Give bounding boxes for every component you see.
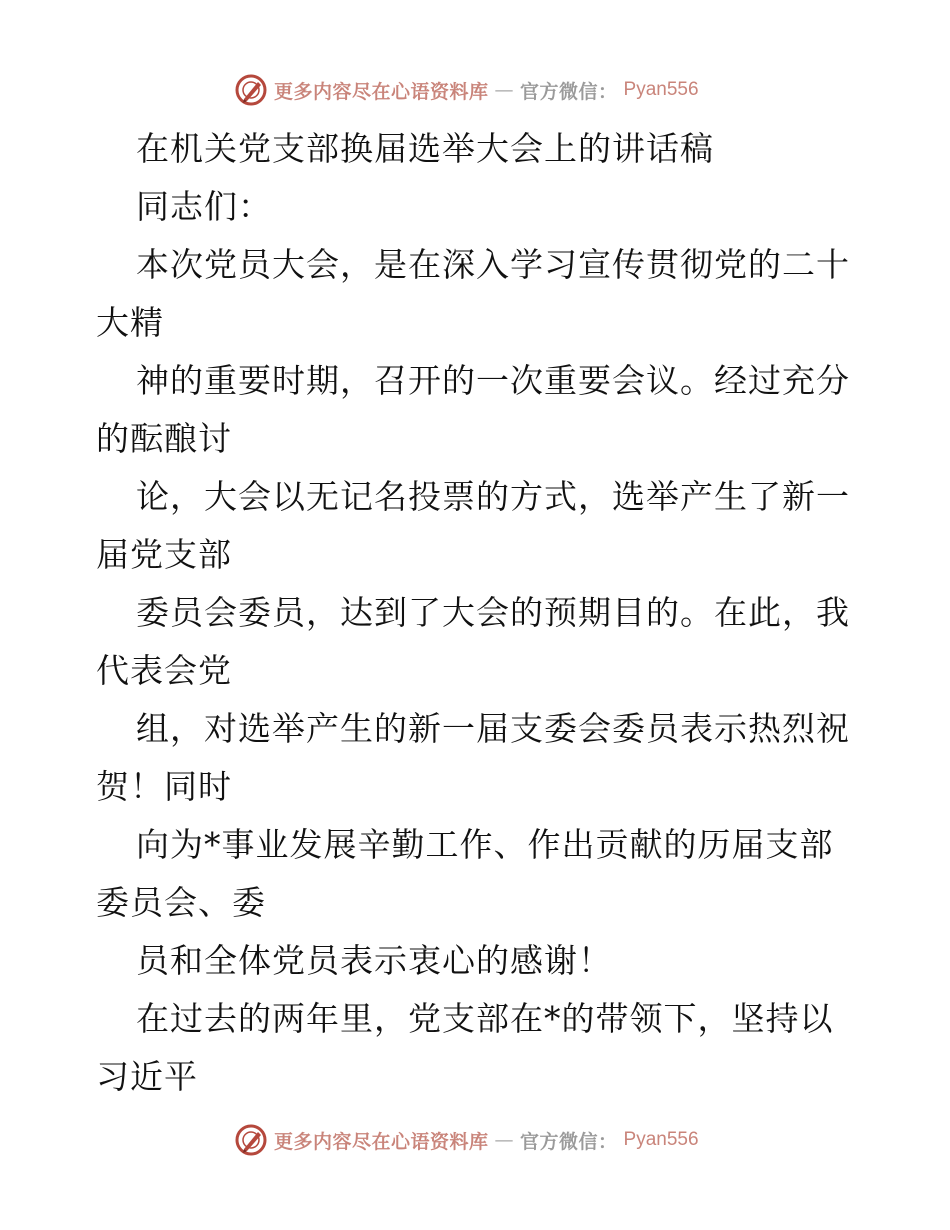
- text-line: 代表会党: [96, 651, 232, 690]
- text-line: 神的重要时期，召开的一次重要会议。经过充分: [136, 361, 850, 400]
- pen-seal-icon: [234, 1123, 268, 1157]
- header-watermark: [234, 72, 699, 108]
- watermark-text: 更多内容尽在心语资料库: [274, 1130, 489, 1153]
- text-line: 届党支部: [96, 535, 232, 574]
- pen-seal-icon: [234, 73, 268, 107]
- watermark-wechat-label: 官方微信：: [520, 80, 618, 103]
- document-body: [96, 120, 856, 1106]
- watermark-wechat-id: Pyan556: [623, 1129, 699, 1150]
- text-line: 贺！同时: [96, 767, 232, 806]
- text-line: 委员会委员，达到了大会的预期目的。在此，我: [136, 593, 850, 632]
- text-line: 组，对选举产生的新一届支委会委员表示热烈祝: [136, 709, 850, 748]
- text-line: 向为*事业发展辛勤工作、作出贡献的历届支部: [136, 825, 834, 864]
- footer-watermark: [234, 1122, 699, 1158]
- text-line: 大精: [96, 303, 164, 342]
- text-line: 习近平: [96, 1057, 198, 1096]
- text-line: 论，大会以无记名投票的方式，选举产生了新一: [136, 477, 850, 516]
- watermark-wechat-label: 官方微信：: [520, 1130, 618, 1153]
- text-line: 在过去的两年里，党支部在*的带领下，坚持以: [136, 999, 834, 1038]
- text-line: 本次党员大会，是在深入学习宣传贯彻党的二十: [136, 245, 850, 284]
- text-line: 的酝酿讨: [96, 419, 232, 458]
- watermark-dash: —: [494, 1129, 515, 1151]
- text-line: 委员会、委: [96, 883, 266, 922]
- watermark-dash: —: [494, 79, 515, 101]
- watermark-wechat-id: Pyan556: [623, 79, 699, 100]
- text-line: 员和全体党员表示衷心的感谢！: [136, 941, 612, 980]
- watermark-text: 更多内容尽在心语资料库: [274, 80, 489, 103]
- document-title: 在机关党支部换届选举大会上的讲话稿: [136, 129, 714, 168]
- text-line: 同志们：: [136, 187, 272, 226]
